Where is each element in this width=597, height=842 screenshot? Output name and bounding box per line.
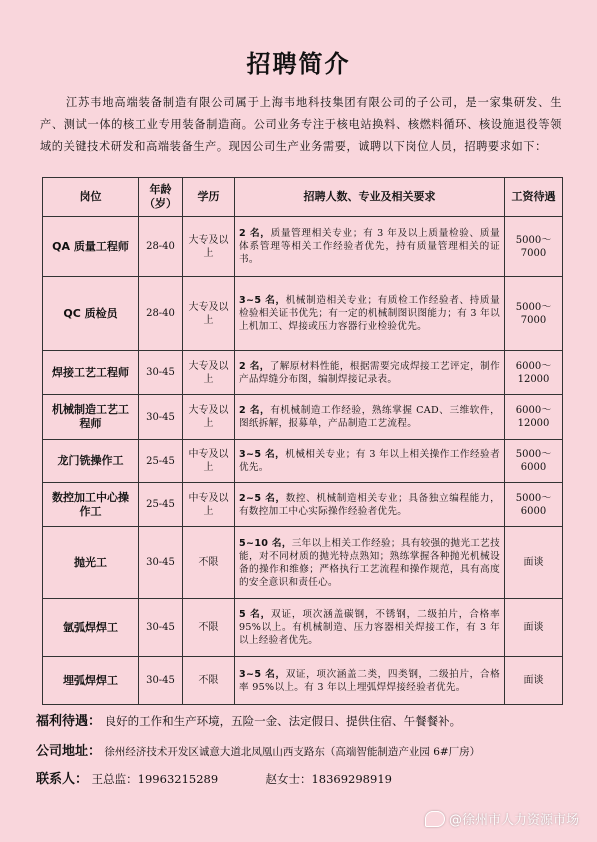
watermark-text: @徐州市人力资源市场: [448, 813, 579, 828]
company-intro: 江苏韦地高端装备制造有限公司属于上海韦地科技集团有限公司的子公司，是一家集研发、生产、测试一体的核工业专用装备制造商。公司业务专注于核电站换料、核燃料循环、核设施退役等领域的关键技术研发和高端装备生产。现因公司生产业务需要，诚聘以下岗位人员，招聘要求如下：: [40, 96, 562, 153]
job-salary: 6000～12000: [505, 395, 563, 440]
jobs-table: [42, 177, 563, 705]
job-position: 龙门铣操作工: [43, 440, 139, 483]
job-position: 机械制造工艺工程师: [43, 395, 139, 440]
job-age: 30-45: [139, 599, 183, 657]
job-education: 中专及以上: [183, 440, 235, 483]
job-salary: 5000～7000: [505, 277, 563, 351]
job-count: 5~10 名，: [239, 537, 292, 549]
job-position: QC 质检员: [43, 277, 139, 351]
table-row: [43, 277, 563, 351]
job-age: 25-45: [139, 483, 183, 527]
watermark: [425, 809, 579, 828]
job-requirements-text: 质量管理相关专业；有 3 年及以上质量检验、质量体系管理等相关工作经验者优先，持有质量管理相关的证书。: [239, 228, 501, 265]
job-education: 大专及以上: [183, 217, 235, 277]
table-row: [43, 217, 563, 277]
job-count: 2~5 名，: [239, 492, 286, 504]
table-row: [43, 483, 563, 527]
table-row: [43, 395, 563, 440]
job-salary: 面谈: [505, 527, 563, 599]
job-requirements: [235, 483, 505, 527]
table-row: [43, 527, 563, 599]
job-position: 抛光工: [43, 527, 139, 599]
table-row: [43, 440, 563, 483]
job-requirements: [235, 217, 505, 277]
weibo-icon: [425, 811, 445, 827]
job-salary: 面谈: [505, 599, 563, 657]
job-education: 大专及以上: [183, 395, 235, 440]
job-count: 2 名，: [239, 405, 271, 416]
benefits-line: [36, 710, 461, 729]
job-requirements-text: 了解原材料性能，根据需要完成焊接工艺评定，制作产品焊缝分布图，编制焊接记录表。: [239, 360, 501, 385]
job-position: 焊接工艺工程师: [43, 351, 139, 395]
header-salary: 工资待遇: [505, 178, 563, 217]
job-salary: 6000～12000: [505, 351, 563, 395]
job-count: 2 名，: [239, 360, 270, 372]
job-salary: 5000～6000: [505, 483, 563, 527]
job-requirements: [235, 440, 505, 483]
job-requirements: [235, 351, 505, 395]
table-row: [43, 657, 563, 705]
contact-person-1: 王总监：19963215289: [91, 772, 219, 786]
job-requirements-text: 机械相关专业；有 3 年以上相关操作工作经验者优先。: [239, 449, 501, 473]
header-education: 学历: [183, 178, 235, 217]
job-requirements: [235, 527, 505, 599]
address-line: [36, 740, 480, 759]
table-row: [43, 351, 563, 395]
job-age: 25-45: [139, 440, 183, 483]
table-header-row: [43, 178, 563, 217]
header-requirements: 招聘人数、专业及相关要求: [235, 178, 505, 217]
address-label: 公司地址：: [36, 744, 102, 759]
job-education: 大专及以上: [183, 277, 235, 351]
contacts-label: 联系人：: [36, 772, 89, 787]
job-salary: 面谈: [505, 657, 563, 705]
job-requirements: [235, 657, 505, 705]
job-position: 埋弧焊焊工: [43, 657, 139, 705]
job-requirements-text: 双证，项次涵盖二类，四类钢，二级拍片，合格率 95%以上。有 3 年以上埋弧焊焊接经验者优先。: [239, 668, 500, 693]
header-age: 年龄（岁）: [139, 178, 183, 217]
header-position: 岗位: [43, 178, 139, 217]
job-age: 28-40: [139, 217, 183, 277]
job-education: 不限: [183, 527, 235, 599]
job-position: 氩弧焊焊工: [43, 599, 139, 657]
contacts-line: [36, 768, 392, 787]
table-row: [43, 599, 563, 657]
job-education: 中专及以上: [183, 483, 235, 527]
job-count: 3~5 名，: [239, 449, 286, 460]
job-education: 不限: [183, 599, 235, 657]
job-salary: 5000～6000: [505, 440, 563, 483]
job-salary: 5000～7000: [505, 217, 563, 277]
job-requirements-text: 数控、机械制造相关专业；具备独立编程能力，有数控加工中心实际操作经验者优先。: [239, 492, 500, 517]
job-count: 3~5 名，: [239, 668, 286, 680]
contact-person-2: 赵女士：18369298919: [265, 772, 392, 786]
job-requirements: [235, 277, 505, 351]
benefits-label: 福利待遇：: [36, 714, 102, 729]
job-requirements-text: 有机械制造工作经验，熟练掌握 CAD、三维软件，图纸拆解，报募单，产品制造工艺流程。: [239, 405, 500, 429]
job-requirements-text: 双证，项次涵盖碳钢，不锈钢，二级拍片，合格率 95%以上。有机械制造、压力容器相关焊接工作，有 3 年以上经验者优先。: [239, 609, 500, 646]
job-age: 30-45: [139, 395, 183, 440]
job-count: 3~5 名，: [239, 295, 286, 306]
job-age: 30-45: [139, 657, 183, 705]
job-count: 2 名，: [239, 228, 271, 239]
job-age: 30-45: [139, 351, 183, 395]
benefits-text: 良好的工作和生产环境，五险一金、法定假日、提供住宿、午餐餐补。: [104, 714, 462, 728]
job-requirements-text: 三年以上相关工作经验；具有较强的抛光工艺技能，对不同材质的抛光特点熟知；熟练掌握各种抛光机械设备的操作和维修；严格执行工艺流程和操作规范，具有高度的安全意识和责任心。: [239, 537, 500, 588]
job-position: QA 质量工程师: [43, 217, 139, 277]
job-requirements-text: 机械制造相关专业；有质检工作经验者、持质量检验相关证书优先；有一定的机械制图识图能力；有 3 年以上机加工、焊接或压力容器行业检验优先。: [239, 295, 500, 332]
page-title: 招聘简介: [246, 50, 351, 78]
job-position: 数控加工中心操作工: [43, 483, 139, 527]
job-age: 28-40: [139, 277, 183, 351]
job-requirements: [235, 395, 505, 440]
job-age: 30-45: [139, 527, 183, 599]
job-requirements: [235, 599, 505, 657]
job-count: 5 名，: [239, 609, 272, 620]
address-text: 徐州经济技术开发区诚意大道北凤凰山西支路东（高端智能制造产业园 6#厂房）: [104, 746, 481, 758]
job-education: 大专及以上: [183, 351, 235, 395]
job-education: 不限: [183, 657, 235, 705]
